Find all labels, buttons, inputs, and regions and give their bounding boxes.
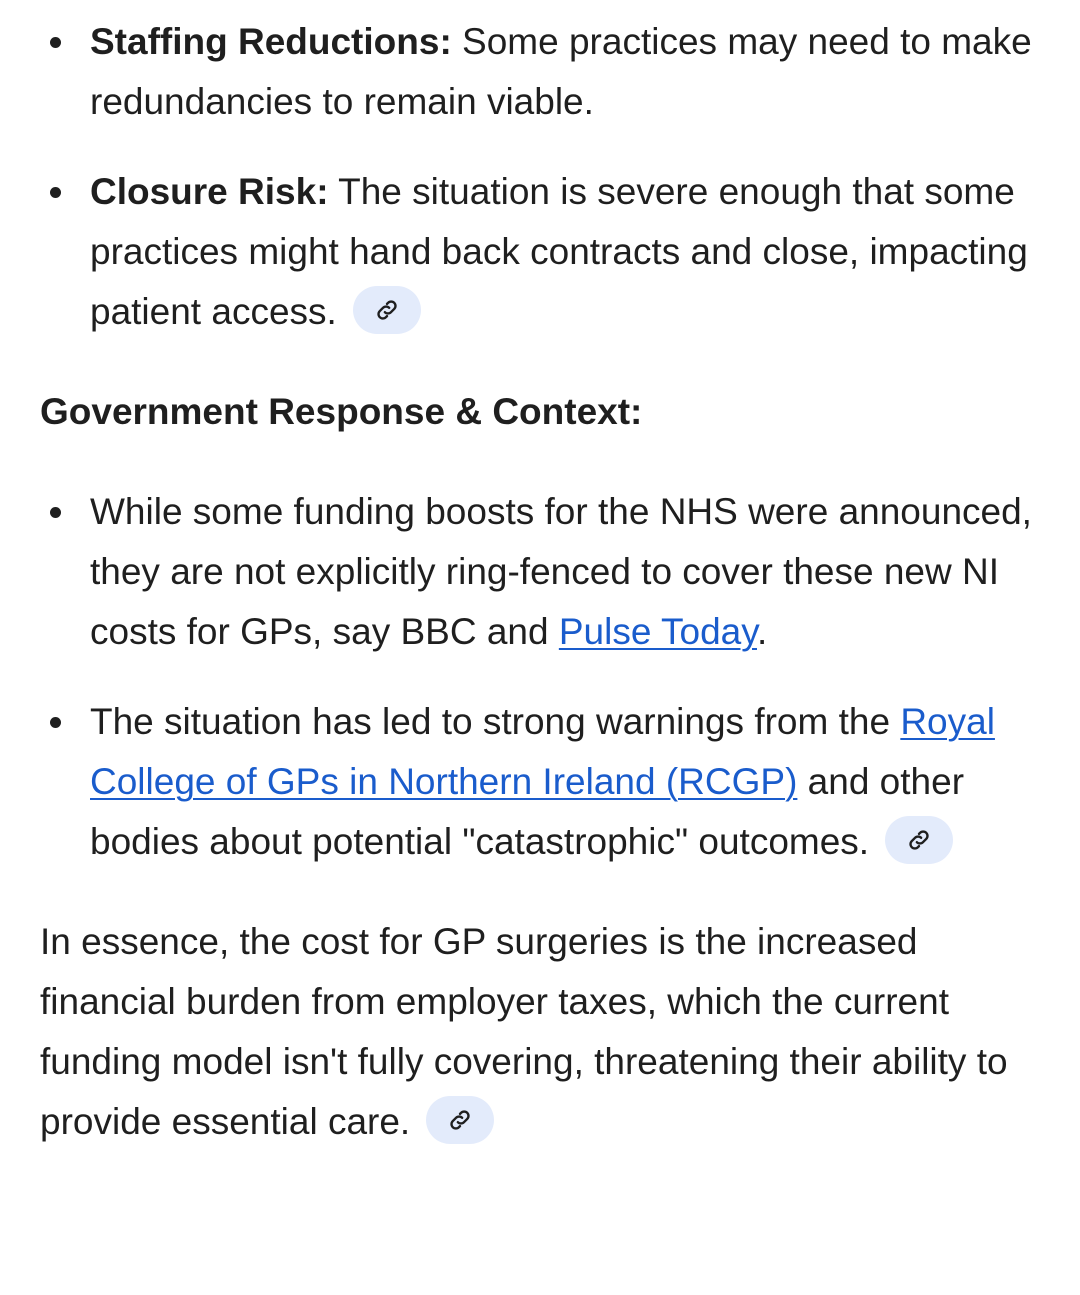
list-item [0, 162, 1080, 342]
bullet-icon [50, 37, 61, 48]
list-item [0, 12, 1080, 132]
summary-paragraph [0, 912, 1080, 1152]
government-response-list [0, 482, 1080, 872]
bullet-icon [50, 507, 61, 518]
citation-chip[interactable] [885, 816, 953, 864]
link-icon [374, 297, 400, 323]
bullet-text-end: . [757, 611, 768, 652]
bullet-text: The situation is severe enough that some practices might hand back contracts and close, impacting patient access. [90, 171, 1028, 332]
citation-chip[interactable] [426, 1096, 494, 1144]
link-icon [447, 1107, 473, 1133]
list-item [0, 692, 1080, 872]
citation-chip[interactable] [353, 286, 421, 334]
bullet-text: Some practices may need to make redundancies to remain viable. [90, 21, 1032, 122]
bullet-text: The situation has led to strong warnings from the [90, 701, 901, 742]
consequences-list [0, 12, 1080, 342]
link-icon [906, 827, 932, 853]
summary-text: In essence, the cost for GP surgeries is the increased financial burden from employer taxes, which the current funding model isn't fully covering, threatening their ability to provide essential care. [40, 921, 1008, 1142]
section-heading: Government Response & Context: [40, 391, 643, 432]
pulse-today-link[interactable]: Pulse Today [558, 611, 757, 652]
bullet-icon [50, 187, 61, 198]
bullet-icon [50, 717, 61, 728]
bullet-bold-label: Closure Risk: [90, 171, 329, 212]
list-item [0, 482, 1080, 662]
bullet-text: While some funding boosts for the NHS were announced, they are not explicitly ring-fenced to cover these new NI costs for GPs, say BBC and [90, 491, 1032, 652]
bullet-bold-label: Staffing Reductions: [90, 21, 452, 62]
rcgp-link[interactable]: Royal College of GPs in Northern Ireland (RCGP) [90, 701, 995, 802]
bullet-text-end: and other bodies about potential "catastrophic" outcomes. [90, 761, 965, 862]
